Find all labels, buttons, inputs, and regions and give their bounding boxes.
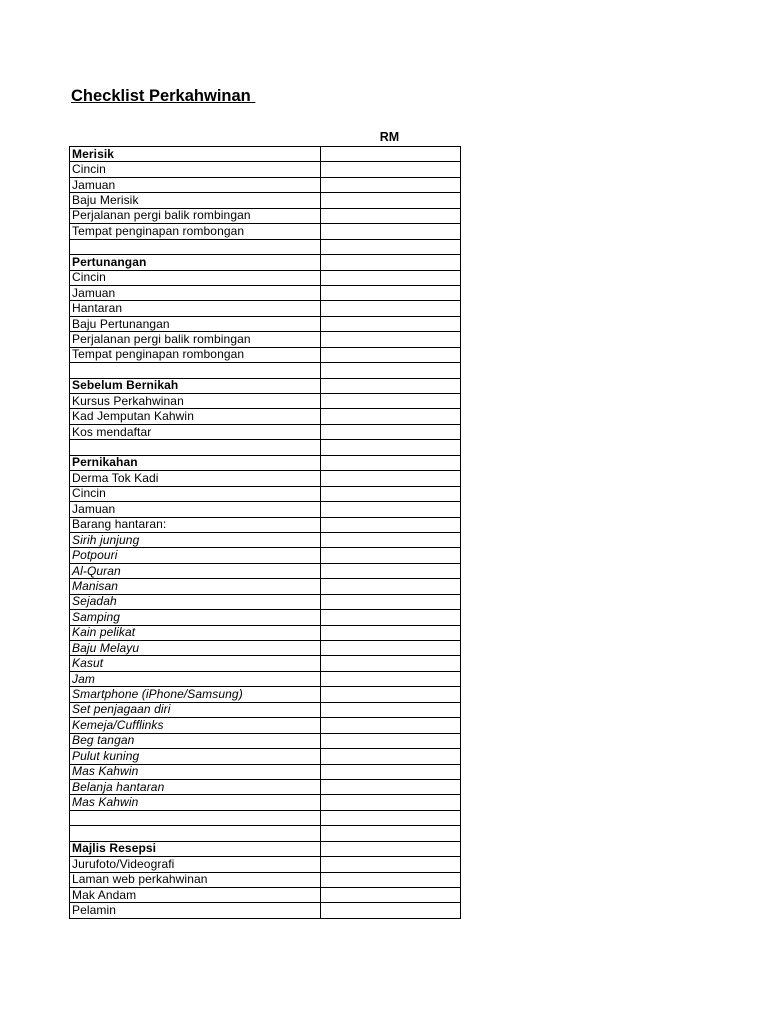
item-label-cell — [70, 239, 321, 254]
amount-cell[interactable] — [321, 687, 461, 702]
table-row — [70, 301, 461, 316]
amount-cell[interactable] — [321, 316, 461, 331]
item-label-cell — [70, 363, 321, 378]
item-label-cell: Perjalanan pergi balik rombingan — [70, 332, 321, 347]
blank-row — [70, 440, 461, 455]
amount-cell[interactable] — [321, 563, 461, 578]
item-label-cell: Tempat penginapan rombongan — [70, 347, 321, 362]
amount-cell[interactable] — [321, 656, 461, 671]
amount-cell[interactable] — [321, 162, 461, 177]
table-row — [70, 502, 461, 517]
item-label-cell: Beg tangan — [70, 733, 321, 748]
amount-cell[interactable] — [321, 625, 461, 640]
item-label-cell: Al-Quran — [70, 563, 321, 578]
amount-cell[interactable] — [321, 702, 461, 717]
amount-cell[interactable] — [321, 532, 461, 547]
table-row — [70, 718, 461, 733]
table-row — [70, 764, 461, 779]
item-label-cell: Mas Kahwin — [70, 795, 321, 810]
item-label-cell: Kad Jemputan Kahwin — [70, 409, 321, 424]
item-label-cell: Kasut — [70, 656, 321, 671]
table-row — [70, 579, 461, 594]
amount-cell[interactable] — [321, 872, 461, 887]
amount-cell[interactable] — [321, 810, 461, 825]
item-label-cell: Manisan — [70, 579, 321, 594]
amount-cell[interactable] — [321, 779, 461, 794]
section-header-row — [70, 255, 461, 270]
table-row — [70, 779, 461, 794]
table-row — [70, 424, 461, 439]
amount-cell[interactable] — [321, 285, 461, 300]
table-row — [70, 208, 461, 223]
amount-cell[interactable] — [321, 177, 461, 192]
item-label-cell: Samping — [70, 610, 321, 625]
item-label-cell: Belanja hantaran — [70, 779, 321, 794]
amount-cell[interactable] — [321, 502, 461, 517]
amount-cell[interactable] — [321, 764, 461, 779]
table-row — [70, 903, 461, 918]
table-row — [70, 270, 461, 285]
table-row — [70, 517, 461, 532]
amount-cell[interactable] — [321, 394, 461, 409]
amount-cell[interactable] — [321, 486, 461, 501]
item-label-cell — [70, 826, 321, 841]
amount-cell[interactable] — [321, 826, 461, 841]
table-row — [70, 177, 461, 192]
item-label-cell: Baju Merisik — [70, 193, 321, 208]
table-row — [70, 471, 461, 486]
table-row — [70, 193, 461, 208]
page-title: Checklist Perkahwinan — [71, 87, 256, 105]
item-label-cell: Cincin — [70, 162, 321, 177]
item-label-cell: Jamuan — [70, 502, 321, 517]
amount-cell[interactable] — [321, 363, 461, 378]
amount-cell[interactable] — [321, 193, 461, 208]
amount-cell[interactable] — [321, 641, 461, 656]
item-label-cell: Smartphone (iPhone/Samsung) — [70, 687, 321, 702]
amount-cell[interactable] — [321, 888, 461, 903]
checklist-table — [69, 146, 461, 919]
table-row — [70, 641, 461, 656]
item-label-cell: Barang hantaran: — [70, 517, 321, 532]
amount-cell[interactable] — [321, 424, 461, 439]
amount-cell[interactable] — [321, 440, 461, 455]
amount-cell[interactable] — [321, 579, 461, 594]
amount-cell[interactable] — [321, 147, 461, 162]
checklist-body — [70, 147, 461, 919]
table-row — [70, 285, 461, 300]
table-row — [70, 749, 461, 764]
item-label-cell: Sirih junjung — [70, 532, 321, 547]
table-row — [70, 656, 461, 671]
table-row — [70, 532, 461, 547]
item-label-cell: Jamuan — [70, 285, 321, 300]
table-row — [70, 702, 461, 717]
section-header-row — [70, 841, 461, 856]
table-row — [70, 332, 461, 347]
table-row — [70, 162, 461, 177]
item-label-cell: Laman web perkahwinan — [70, 872, 321, 887]
item-label-cell: Perjalanan pergi balik rombingan — [70, 208, 321, 223]
section-title-cell: Pertunangan — [70, 255, 321, 270]
item-label-cell: Baju Melayu — [70, 641, 321, 656]
blank-row — [70, 239, 461, 254]
item-label-cell: Derma Tok Kadi — [70, 471, 321, 486]
section-title-cell: Pernikahan — [70, 455, 321, 470]
item-label-cell: Tempat penginapan rombongan — [70, 224, 321, 239]
section-header-row — [70, 455, 461, 470]
item-label-cell: Pulut kuning — [70, 749, 321, 764]
item-label-cell: Mas Kahwin — [70, 764, 321, 779]
table-row — [70, 671, 461, 686]
item-label-cell: Cincin — [70, 270, 321, 285]
item-label-cell: Cincin — [70, 486, 321, 501]
section-title-cell: Merisik — [70, 147, 321, 162]
amount-cell[interactable] — [321, 224, 461, 239]
section-title-cell: Majlis Resepsi — [70, 841, 321, 856]
item-label-cell: Sejadah — [70, 594, 321, 609]
table-row — [70, 394, 461, 409]
amount-cell[interactable] — [321, 471, 461, 486]
blank-row — [70, 810, 461, 825]
item-label-cell: Mak Andam — [70, 888, 321, 903]
item-label-cell: Kos mendaftar — [70, 424, 321, 439]
amount-cell[interactable] — [321, 347, 461, 362]
table-row — [70, 888, 461, 903]
item-label-cell: Jurufoto/Videografi — [70, 857, 321, 872]
table-row — [70, 316, 461, 331]
item-label-cell: Kursus Perkahwinan — [70, 394, 321, 409]
item-label-cell: Hantaran — [70, 301, 321, 316]
item-label-cell: Jamuan — [70, 177, 321, 192]
amount-cell[interactable] — [321, 255, 461, 270]
item-label-cell: Potpouri — [70, 548, 321, 563]
item-label-cell: Set penjagaan diri — [70, 702, 321, 717]
table-row — [70, 687, 461, 702]
table-row — [70, 563, 461, 578]
amount-cell[interactable] — [321, 610, 461, 625]
table-row — [70, 409, 461, 424]
amount-cell[interactable] — [321, 857, 461, 872]
table-row — [70, 347, 461, 362]
section-header-row — [70, 147, 461, 162]
amount-cell[interactable] — [321, 594, 461, 609]
section-title-cell: Sebelum Bernikah — [70, 378, 321, 393]
item-label-cell — [70, 810, 321, 825]
amount-cell[interactable] — [321, 517, 461, 532]
item-label-cell: Kemeja/Cufflinks — [70, 718, 321, 733]
amount-cell[interactable] — [321, 671, 461, 686]
amount-cell[interactable] — [321, 301, 461, 316]
table-row — [70, 594, 461, 609]
table-row — [70, 795, 461, 810]
amount-cell[interactable] — [321, 239, 461, 254]
item-label-cell — [70, 440, 321, 455]
table-row — [70, 548, 461, 563]
amount-cell[interactable] — [321, 208, 461, 223]
amount-cell[interactable] — [321, 378, 461, 393]
table-row — [70, 733, 461, 748]
table-row — [70, 486, 461, 501]
item-label-cell: Baju Pertunangan — [70, 316, 321, 331]
item-label-cell: Pelamin — [70, 903, 321, 918]
amount-cell[interactable] — [321, 332, 461, 347]
table-row — [70, 857, 461, 872]
amount-cell[interactable] — [321, 903, 461, 918]
amount-cell[interactable] — [321, 718, 461, 733]
table-row — [70, 610, 461, 625]
amount-cell[interactable] — [321, 841, 461, 856]
table-row — [70, 625, 461, 640]
table-row — [70, 224, 461, 239]
amount-cell[interactable] — [321, 548, 461, 563]
blank-row — [70, 826, 461, 841]
amount-cell[interactable] — [321, 455, 461, 470]
amount-cell[interactable] — [321, 733, 461, 748]
currency-column-header: RM — [379, 130, 400, 144]
blank-row — [70, 363, 461, 378]
amount-cell[interactable] — [321, 749, 461, 764]
amount-cell[interactable] — [321, 270, 461, 285]
item-label-cell: Kain pelikat — [70, 625, 321, 640]
table-row — [70, 872, 461, 887]
section-header-row — [70, 378, 461, 393]
amount-cell[interactable] — [321, 409, 461, 424]
amount-cell[interactable] — [321, 795, 461, 810]
item-label-cell: Jam — [70, 671, 321, 686]
